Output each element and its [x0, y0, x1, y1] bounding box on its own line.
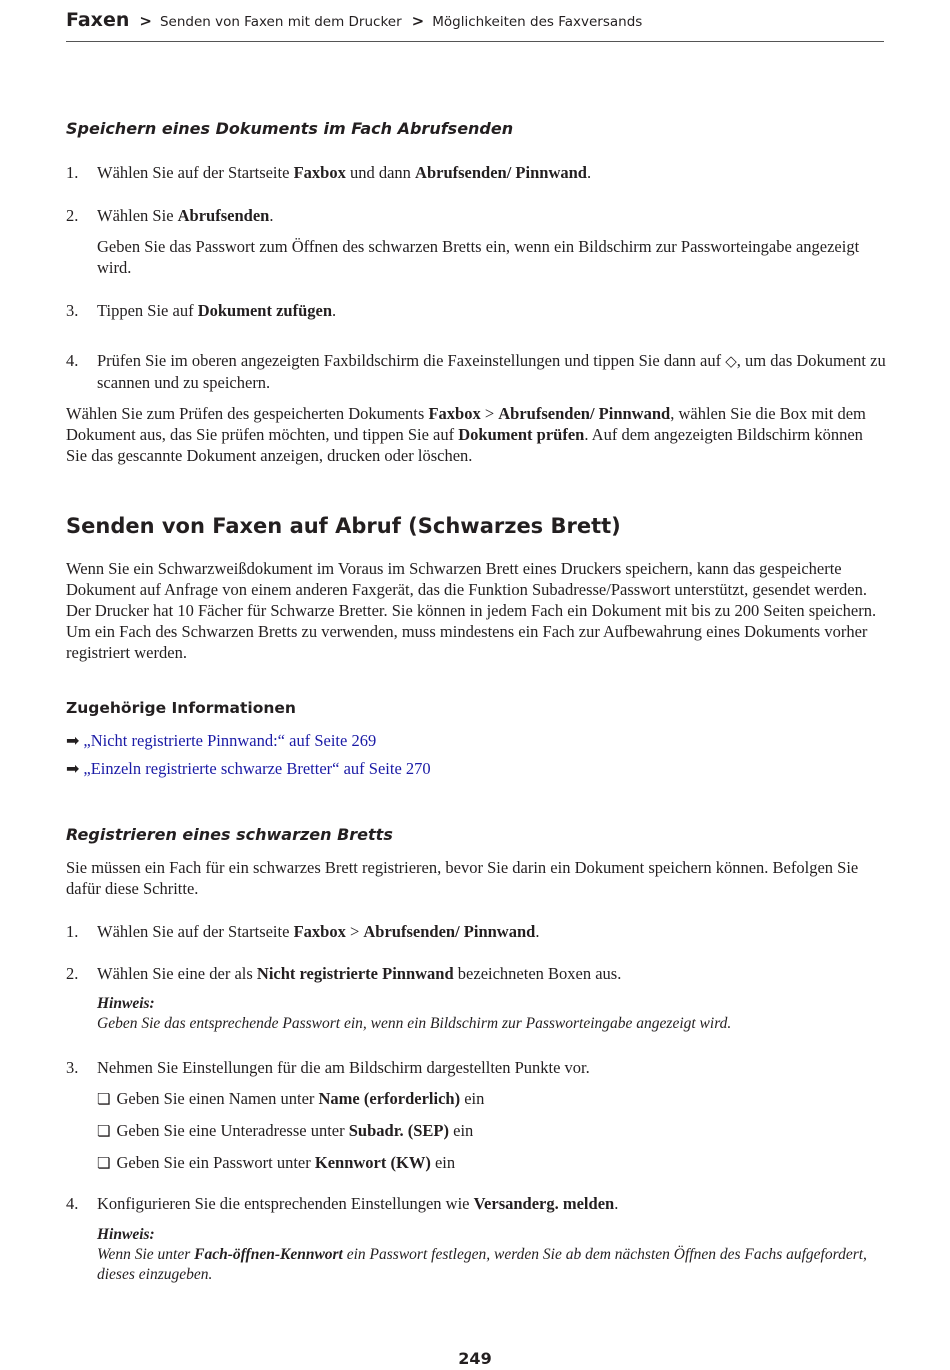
- step-number: 2.: [66, 206, 79, 225]
- step-text: Prüfen Sie im oberen angezeigten Faxbildschirm die Faxeinstellungen und tippen Sie dann auf ◇, um das Dokument zu scannen und zu speichern.: [97, 351, 886, 392]
- step-item: [66, 963, 886, 984]
- step-text: Nehmen Sie Einstellungen für die am Bildschirm dargestellten Punkte vor.: [97, 1058, 590, 1077]
- step-number: 4.: [66, 351, 79, 370]
- step-item: [66, 1193, 886, 1214]
- checklist-item: ❏ Geben Sie einen Namen unter Name (erforderlich) ein: [97, 1089, 485, 1108]
- step-number: 2.: [66, 964, 79, 983]
- note: [97, 1225, 877, 1285]
- body-paragraph: Sie müssen ein Fach für ein schwarzes Brett registrieren, bevor Sie darin ein Dokument speichern können. Befolgen Sie dafür diese Schritte.: [66, 858, 859, 898]
- start-icon: ◇: [725, 352, 737, 370]
- step-text: Wählen Sie auf der Startseite Faxbox > Abrufsenden/ Pinnwand.: [97, 922, 540, 941]
- arrow-right-icon: ➡: [66, 731, 80, 750]
- related-link[interactable]: [66, 730, 376, 751]
- step-text: Wählen Sie eine der als Nicht registrierte Pinnwand bezeichneten Boxen aus.: [97, 964, 622, 983]
- step-item: [66, 205, 886, 226]
- step-text: Konfigurieren Sie die entsprechenden Einstellungen wie Versanderg. melden.: [97, 1194, 619, 1213]
- step-number: 3.: [66, 1058, 79, 1077]
- checklist-item: ❏ Geben Sie ein Passwort unter Kennwort (KW) ein: [97, 1153, 456, 1172]
- note-label: Hinweis:: [97, 1226, 155, 1243]
- related-link-label[interactable]: „Nicht registrierte Pinnwand:“ auf Seite 269: [83, 731, 377, 750]
- step-text: Wählen Sie auf der Startseite Faxbox und dann Abrufsenden/ Pinnwand.: [97, 163, 592, 182]
- step-detail: Geben Sie das Passwort zum Öffnen des schwarzen Bretts ein, wenn ein Bildschirm zur Passworteingabe angezeigt wird.: [97, 237, 860, 277]
- checkbox-icon: ❏: [97, 1090, 111, 1108]
- related-link-label[interactable]: „Einzeln registrierte schwarze Bretter“ auf Seite 270: [83, 759, 431, 778]
- page-number: 249: [458, 1349, 492, 1368]
- related-link[interactable]: [66, 758, 431, 779]
- step-number: 1.: [66, 922, 79, 941]
- body-paragraph: Wählen Sie zum Prüfen des gespeicherten Dokuments Faxbox > Abrufsenden/ Pinnwand, wählen Sie die Box mit dem Dokument aus, das Sie prüfen möchten, und tippen Sie auf Dokument prüfen. Auf dem angezeigten Bildschirm können Sie das gescannte Dokument anzeigen, drucken oder löschen.: [66, 404, 866, 465]
- step-item: [66, 300, 886, 321]
- section-heading-register-board: Registrieren eines schwarzen Bretts: [66, 825, 393, 844]
- step-text: Tippen Sie auf Dokument zufügen.: [97, 301, 337, 320]
- note-text: Geben Sie das entsprechende Passwort ein, wenn ein Bildschirm zur Passworteingabe angezeigt wird.: [97, 1015, 732, 1032]
- section-heading-store-document: Speichern eines Dokuments im Fach Abrufsenden: [66, 119, 514, 138]
- step-item: [66, 921, 886, 942]
- breadcrumb: [66, 10, 884, 42]
- body-paragraph: Wenn Sie ein Schwarzweißdokument im Voraus im Schwarzen Brett eines Druckers speichern, kann das gespeicherte Dokument auf Anfrage von einem anderen Faxgerät, das die Funktion Subadresse/Passwort unterstützt, gesendet werden. Der Drucker hat 10 Fächer für Schwarze Bretter. Sie können in jedem Fach ein Dokument mit bis zu 200 Seiten speichern. Um ein Fach des Schwarzen Bretts zu verwenden, muss mindestens ein Fach zur Aufbewahrung eines Dokuments vorher registriert werden.: [66, 559, 877, 662]
- step-item: [66, 1057, 886, 1078]
- arrow-right-icon: ➡: [66, 759, 80, 778]
- breadcrumb-subsection[interactable]: Möglichkeiten des Faxversands: [432, 14, 643, 30]
- note-text: Wenn Sie unter Fach-öffnen-Kennwort ein Passwort festlegen, werden Sie ab dem nächsten Öffnen des Fachs aufgefordert, dieses einzugeben.: [97, 1246, 867, 1283]
- note: [97, 994, 877, 1034]
- checkbox-icon: ❏: [97, 1154, 111, 1172]
- step-item: [66, 162, 886, 183]
- note-label: Hinweis:: [97, 995, 155, 1012]
- checklist-item: ❏ Geben Sie eine Unteradresse unter Subadr. (SEP) ein: [97, 1121, 474, 1140]
- breadcrumb-section[interactable]: Senden von Faxen mit dem Drucker: [159, 14, 402, 30]
- breadcrumb-separator: >: [139, 12, 152, 30]
- step-number: 3.: [66, 301, 79, 320]
- step-item: [66, 350, 886, 393]
- section-heading-polling: Senden von Faxen auf Abruf (Schwarzes Brett): [66, 514, 621, 538]
- breadcrumb-chapter[interactable]: Faxen: [66, 9, 130, 31]
- step-number: 1.: [66, 163, 79, 182]
- step-number: 4.: [66, 1194, 79, 1213]
- step-text: Wählen Sie Abrufsenden.: [97, 206, 274, 225]
- breadcrumb-separator: >: [411, 12, 425, 30]
- related-info-heading: Zugehörige Informationen: [66, 699, 296, 717]
- checkbox-icon: ❏: [97, 1122, 111, 1140]
